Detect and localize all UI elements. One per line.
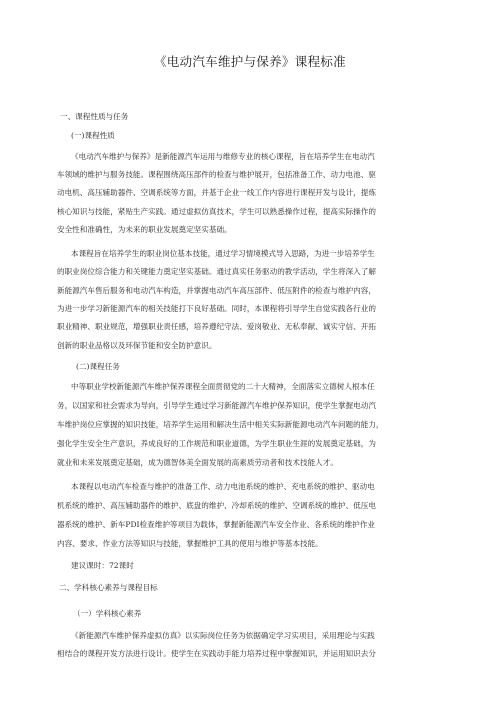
paragraph-line: 车维护岗位应掌握的知识技能，培养学生运用和解决生活中相关实际新能源电动汽车问题的能力， [57,420,384,429]
paragraph-line: 机系统的维护、高压辅助器件的维护、底盘的维护、冷却系统的维护、空调系统的维护、低压电 [57,501,376,510]
subsection-heading-literacy: （一）学科核心素养 [73,609,142,618]
paragraph-line: 《电动汽车维护与保养》是新能源汽车运用与维修专业的核心课程，旨在培养学生在电动汽 [71,152,375,161]
paragraph-line: 车领域的维护与服务技能。课程围绕高压部件的检查与维护展开，包括准备工作、动力电池、驱 [57,170,376,179]
paragraph-line: 务，以国家和社会需求为导向，引导学生通过学习新能源汽车维护保养知识，使学生掌握电动汽 [57,401,376,410]
paragraph-line: 中等职业学校新能源汽车维护保养课程全面贯彻党的二十大精神，全面落实立德树人根本任 [71,382,375,391]
paragraph-line: 强化学生安全生产意识，养成良好的工作规范和职业道德，为学生职业生涯的发展奠定基础，为 [57,439,376,448]
paragraph-line: 安全性和准确性，为未来的职业发展奠定坚实基础。 [57,225,232,234]
paragraph-line: 新能源汽车售后服务和电动汽车构造，并掌握电动汽车高压部件、低压附件的检查与维护内容， [57,286,376,295]
paragraph-line: 动电机、高压辅助器件、空调系统等方面，并基于企业一线工作内容进行课程开发与设计，提炼 [57,188,376,197]
paragraph-line: 本课程以电动汽车检查与维护的准备工作、动力电池系统的维护、充电系统的维护、驱动电 [71,482,375,491]
paragraph-line: 核心知识与技能，紧贴生产实践。通过虚拟仿真技术，学生可以熟悉操作过程，提高实际操作的 [57,207,376,216]
document-title: 《电动汽车维护与保养》课程标准 [153,54,346,69]
paragraph-line: 内容、要求、作业方法等知识与技能，掌握维护工具的使用与维护等基本技能。 [57,539,323,548]
paragraph-line: 就业和未来发展奠定基础，成为德智体美全面发展的高素质劳动者和技术技能人才。 [57,458,338,467]
paragraph-line: 创新的职业品格以及环保节能和安全防护意识。 [57,341,217,350]
subsection-heading-nature: (一)课程性质 [71,131,115,140]
paragraph-line: 的职业岗位综合能力和关键能力奠定坚实基础。通过真实任务驱动的教学活动，学生将深入了解 [57,267,376,276]
section-heading-2: 二、学科核心素养与课程目标 [59,583,158,592]
paragraph-line: 为进一步学习新能源汽车的相关技能打下良好基础。同时，本课程将引导学生自觉实践各行业的 [57,304,376,313]
paragraph-line: 器系统的维护、新车PDI检查维护等项目为载体，掌握新能源汽车安全作业、各系统的维护作业 [57,520,375,529]
paragraph-line: 相结合的课程开发方法进行设计。使学生在实践动手能力培养过程中掌握知识，并运用知识去分 [57,649,376,658]
section-heading-1: 一、课程性质与任务 [60,112,129,121]
paragraph-line: 《新能源汽车维护保养虚拟仿真》以实际岗位任务为依据确定学习实项目，采用理论与实践 [71,631,375,640]
paragraph-line: 职业精神、职业规范，增强职业责任感，培养遵纪守法、爱岗敬业、无私奉献、诚实守信、开拓 [57,322,376,331]
suggested-hours: 建议课时：72课时 [71,561,134,570]
paragraph-line: 本课程旨在培养学生的职业岗位基本技能，通过学习情境模式导入思路，为进一步培养学生 [71,249,375,258]
subsection-heading-task: (二)课程任务 [76,362,120,371]
